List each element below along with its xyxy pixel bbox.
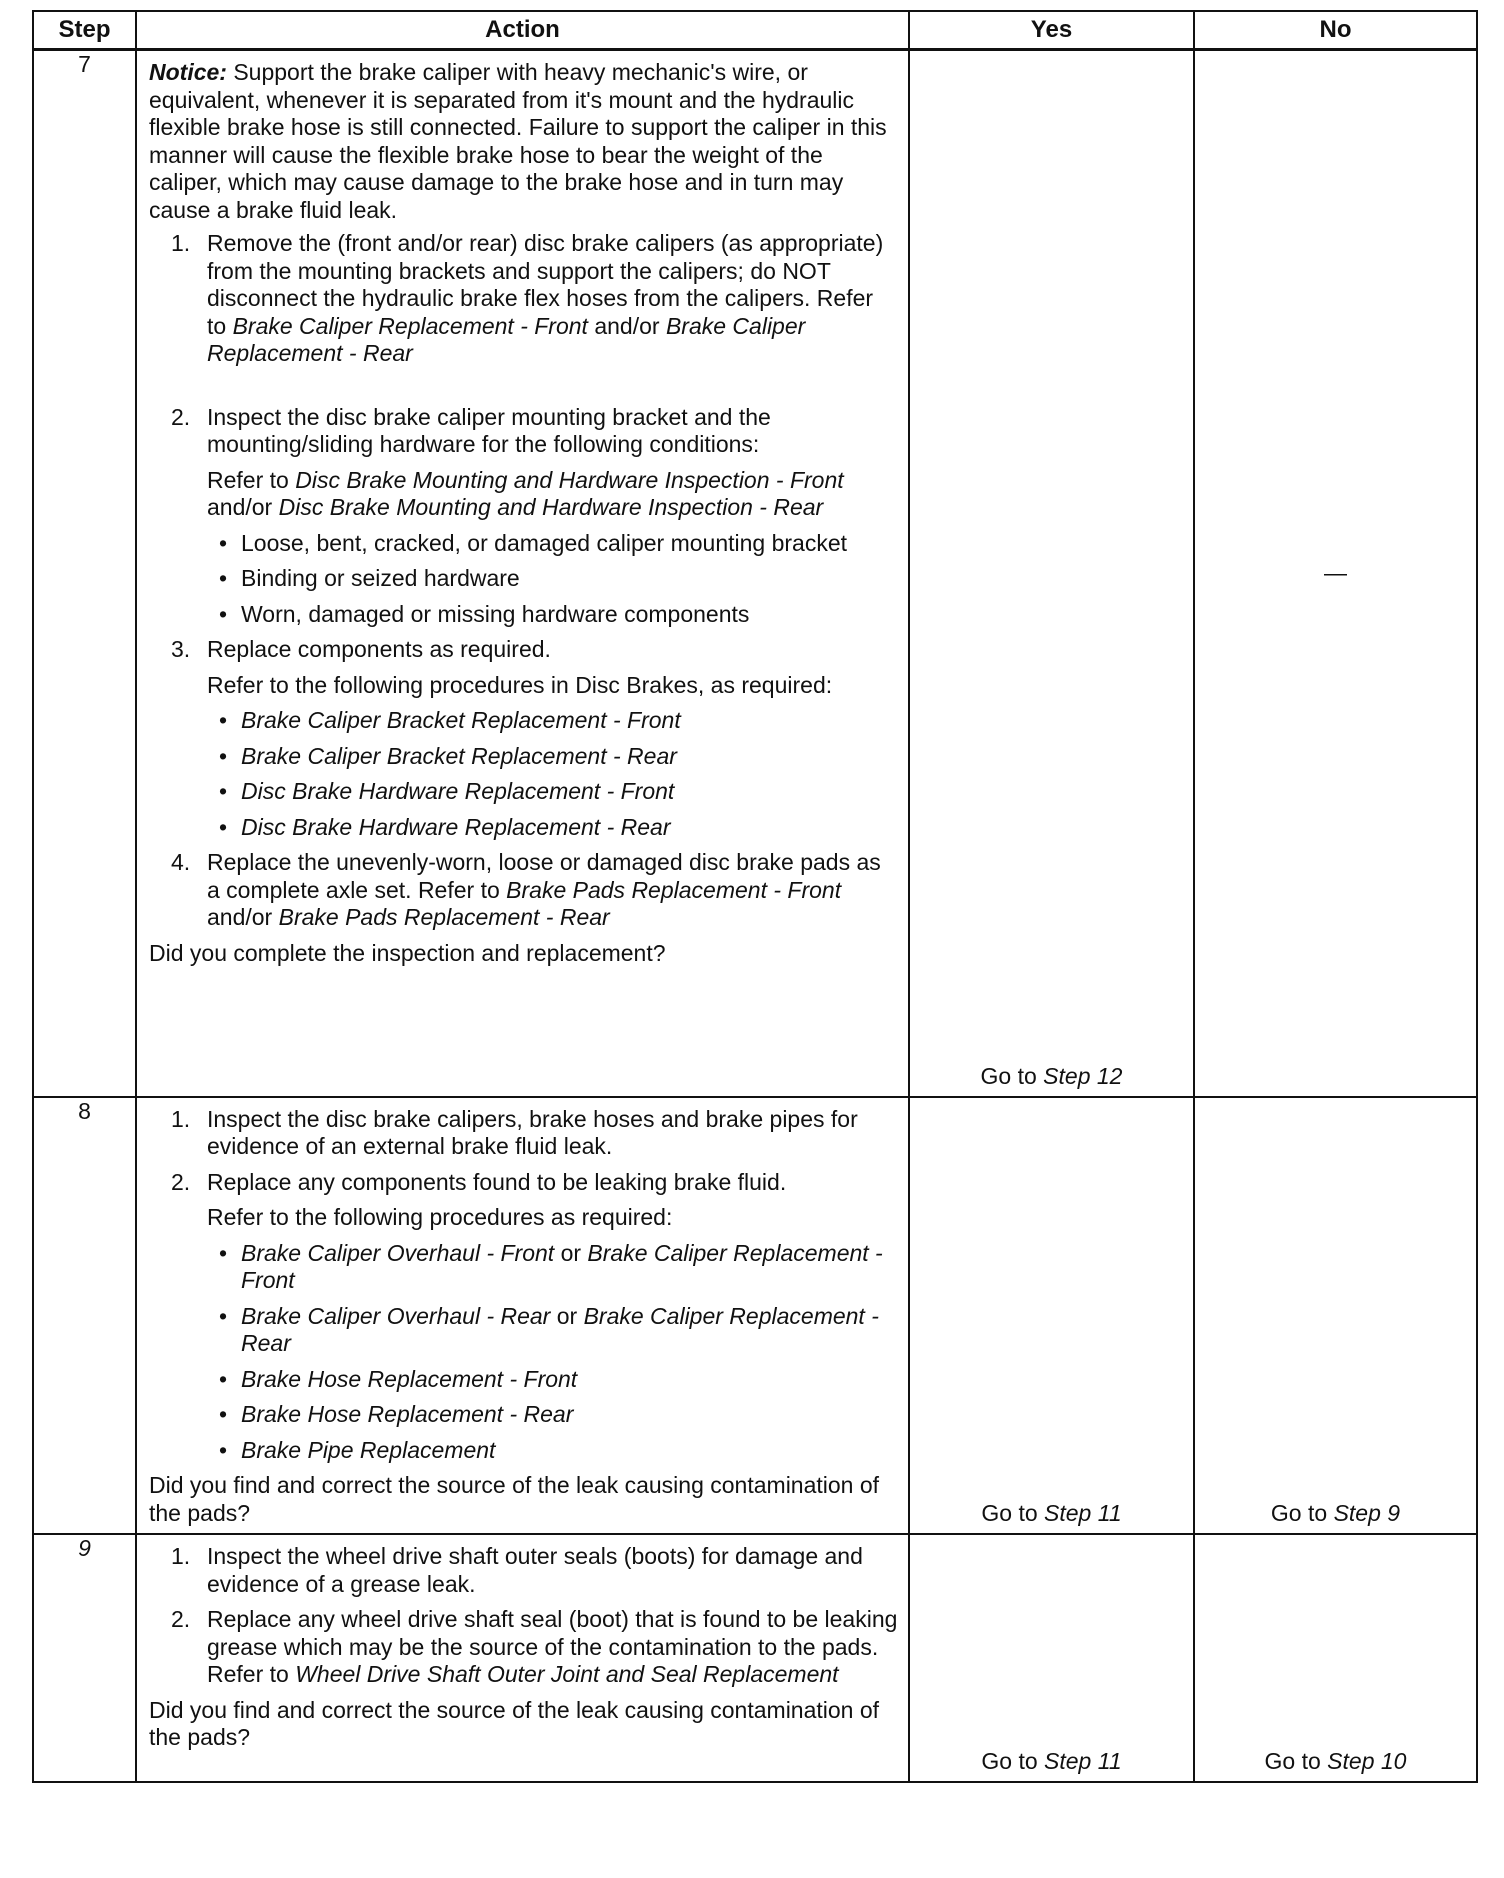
- goto-step-link[interactable]: Step 11: [1044, 1500, 1122, 1526]
- bullet-item: [207, 1240, 898, 1295]
- header-action: Action: [136, 11, 909, 50]
- bullet-item: [207, 1303, 898, 1358]
- yes-answer: [910, 1748, 1193, 1775]
- goto-step-link[interactable]: Step 9: [1333, 1500, 1401, 1526]
- item-text: Inspect the disc brake calipers, brake hoses and brake pipes for evidence of an external brake fluid leak.: [207, 1105, 858, 1159]
- refer-prefix: Refer to: [207, 466, 296, 493]
- diagnostic-table: [32, 10, 1478, 1783]
- reference-link[interactable]: Brake Caliper Bracket Replacement - Front: [241, 707, 681, 733]
- item-text: Replace any components found to be leaking brake fluid.: [207, 1168, 787, 1195]
- refer-text: Refer to the following procedures as required:: [207, 1204, 673, 1230]
- reference-link[interactable]: Brake Caliper Overhaul - Rear: [241, 1302, 551, 1329]
- yes-cell: [909, 50, 1194, 1097]
- item-text: Inspect the disc brake caliper mounting bracket and the mounting/sliding hardware for the following conditions:: [207, 403, 771, 457]
- bullet-icon: •: [219, 1302, 228, 1329]
- no-cell: [1194, 1534, 1477, 1782]
- no-cell: [1194, 50, 1477, 1097]
- list-item: [149, 636, 898, 841]
- reference-link[interactable]: Brake Pads Replacement - Rear: [278, 904, 610, 930]
- item-text: Remove the (front and/or rear) disc brake calipers (as appropriate) from the mounting brackets and support the calipers; do NOT disconnect the hydraulic brake flex hoses from the calipers. Refer to: [207, 230, 884, 339]
- bullet-icon: •: [219, 1365, 228, 1392]
- bullet-item: [207, 601, 898, 629]
- bullet-item: [207, 814, 898, 842]
- item-number: 3.: [171, 636, 191, 662]
- question-text: Did you find and correct the source of the leak causing contamination of the pads?: [149, 1472, 880, 1526]
- goto-prefix: Go to: [980, 1062, 1044, 1089]
- action-cell: [136, 50, 909, 1097]
- bullet-text: Worn, damaged or missing hardware components: [241, 600, 750, 627]
- goto-prefix: Go to: [1270, 1500, 1334, 1526]
- step-number: 7: [33, 50, 136, 1097]
- yes-answer: [910, 1500, 1193, 1527]
- reference-link[interactable]: Disc Brake Hardware Replacement - Rear: [241, 813, 671, 840]
- list-item: [149, 1606, 898, 1689]
- condition-list: [207, 530, 898, 629]
- connector-text: and/or: [587, 312, 666, 339]
- no-answer: [1195, 1748, 1476, 1775]
- goto-prefix: Go to: [1264, 1748, 1328, 1774]
- no-answer-dash: —: [1324, 559, 1347, 586]
- item-text: Replace the unevenly-worn, loose or damaged disc brake pads as a complete axle set. Refer to: [207, 849, 881, 903]
- goto-step-link[interactable]: Step 11: [1044, 1748, 1122, 1774]
- notice-paragraph: [149, 59, 898, 224]
- reference-link[interactable]: Wheel Drive Shaft Outer Joint and Seal Replacement: [295, 1661, 839, 1687]
- bullet-text: Binding or seized hardware: [241, 565, 520, 591]
- item-text: Replace any wheel drive shaft seal (boot) that is found to be leaking grease which may be the source of the contamination to the pads. Refer to: [207, 1606, 898, 1687]
- connector-text: or: [554, 1239, 588, 1266]
- table-row-step-7: [33, 50, 1477, 1097]
- bullet-icon: •: [219, 600, 228, 627]
- reference-link[interactable]: Disc Brake Hardware Replacement - Front: [241, 778, 675, 804]
- list-item: [149, 404, 898, 629]
- action-cell: [136, 1097, 909, 1535]
- item-number: 2.: [171, 1168, 191, 1195]
- action-cell: [136, 1534, 909, 1782]
- no-cell: [1194, 1097, 1477, 1535]
- bullet-icon: •: [219, 707, 228, 733]
- item-number: 1.: [171, 1105, 191, 1132]
- item-text: Inspect the wheel drive shaft outer seals (boots) for damage and evidence of a grease leak.: [207, 1543, 863, 1597]
- connector-text: and/or: [207, 494, 279, 520]
- refer-text: [207, 467, 898, 522]
- reference-link[interactable]: Disc Brake Mounting and Hardware Inspection - Front: [295, 466, 844, 493]
- question-text: Did you find and correct the source of the leak causing contamination of the pads?: [149, 1696, 880, 1750]
- reference-link[interactable]: Disc Brake Mounting and Hardware Inspection - Rear: [278, 494, 824, 520]
- header-step: Step: [33, 11, 136, 50]
- item-number: 2.: [171, 403, 191, 430]
- item-text: Replace components as required.: [207, 636, 551, 662]
- header-no: No: [1194, 11, 1477, 50]
- item-number: 2.: [171, 1606, 191, 1632]
- reference-link[interactable]: Brake Caliper Replacement - Front: [241, 1239, 883, 1293]
- table-row-step-9: [33, 1534, 1477, 1782]
- list-item: [149, 849, 898, 932]
- bullet-item: [207, 565, 898, 593]
- table-row-step-8: [33, 1097, 1477, 1535]
- bullet-item: [207, 1437, 898, 1465]
- question-text: Did you complete the inspection and replacement?: [149, 939, 666, 966]
- notice-label: Notice:: [149, 59, 227, 85]
- item-number: 1.: [171, 1543, 191, 1569]
- bullet-icon: •: [219, 742, 228, 769]
- notice-text: Support the brake caliper with heavy mechanic's wire, or equivalent, whenever it is separated from it's mount and the hydraulic flexible brake hose is still connected. Failure to support the caliper in this manner will cause the flexible brake hose to bear the weight of the caliper, which may cause damage to the brake hose and in turn may cause a brake fluid leak.: [149, 59, 887, 223]
- bullet-item: [207, 778, 898, 806]
- no-answer: [1195, 1500, 1476, 1527]
- goto-prefix: Go to: [981, 1500, 1045, 1526]
- goto-prefix: Go to: [981, 1748, 1045, 1774]
- yes-cell: [909, 1534, 1194, 1782]
- bullet-icon: •: [219, 529, 228, 556]
- bullet-icon: •: [219, 813, 228, 840]
- bullet-item: [207, 1366, 898, 1394]
- bullet-item: [207, 743, 898, 771]
- bullet-text: Loose, bent, cracked, or damaged caliper mounting bracket: [241, 529, 848, 556]
- connector-text: or: [550, 1302, 584, 1329]
- bullet-icon: •: [219, 778, 228, 804]
- reference-link[interactable]: Brake Hose Replacement - Rear: [241, 1401, 574, 1427]
- step-number: 8: [33, 1097, 136, 1535]
- bullet-icon: •: [219, 1436, 228, 1463]
- header-row: [33, 11, 1477, 50]
- reference-link[interactable]: Brake Hose Replacement - Front: [241, 1365, 578, 1392]
- step-number: 9: [33, 1534, 136, 1782]
- bullet-icon: •: [219, 1401, 228, 1427]
- list-item: [149, 230, 898, 368]
- goto-step-link[interactable]: Step 10: [1327, 1748, 1407, 1774]
- yes-answer: [910, 1063, 1193, 1090]
- list-item: [149, 1543, 898, 1598]
- reference-link[interactable]: Brake Caliper Bracket Replacement - Rear: [241, 742, 677, 769]
- reference-link[interactable]: Brake Pipe Replacement: [241, 1436, 496, 1463]
- bullet-item: [207, 530, 898, 558]
- header-yes: Yes: [909, 11, 1194, 50]
- item-number: 1.: [171, 230, 191, 256]
- procedure-list: [207, 707, 898, 841]
- reference-link[interactable]: Brake Caliper Replacement - Front: [232, 312, 588, 339]
- reference-link[interactable]: Brake Caliper Replacement - Rear: [241, 1302, 879, 1356]
- bullet-item: [207, 1401, 898, 1429]
- reference-link[interactable]: Brake Caliper Replacement - Rear: [207, 312, 806, 366]
- bullet-icon: •: [219, 1239, 228, 1266]
- reference-link[interactable]: Brake Caliper Overhaul - Front: [241, 1239, 555, 1266]
- yes-cell: [909, 1097, 1194, 1535]
- reference-link[interactable]: Brake Pads Replacement - Front: [506, 876, 842, 903]
- refer-text: Refer to the following procedures in Disc Brakes, as required:: [207, 671, 833, 698]
- list-item: [149, 1106, 898, 1161]
- connector-text: and/or: [207, 904, 279, 930]
- bullet-item: [207, 707, 898, 735]
- item-number: 4.: [171, 849, 191, 875]
- procedure-list: [207, 1240, 898, 1465]
- list-item: [149, 1169, 898, 1465]
- goto-step-link[interactable]: Step 12: [1043, 1062, 1123, 1089]
- bullet-icon: •: [219, 565, 228, 591]
